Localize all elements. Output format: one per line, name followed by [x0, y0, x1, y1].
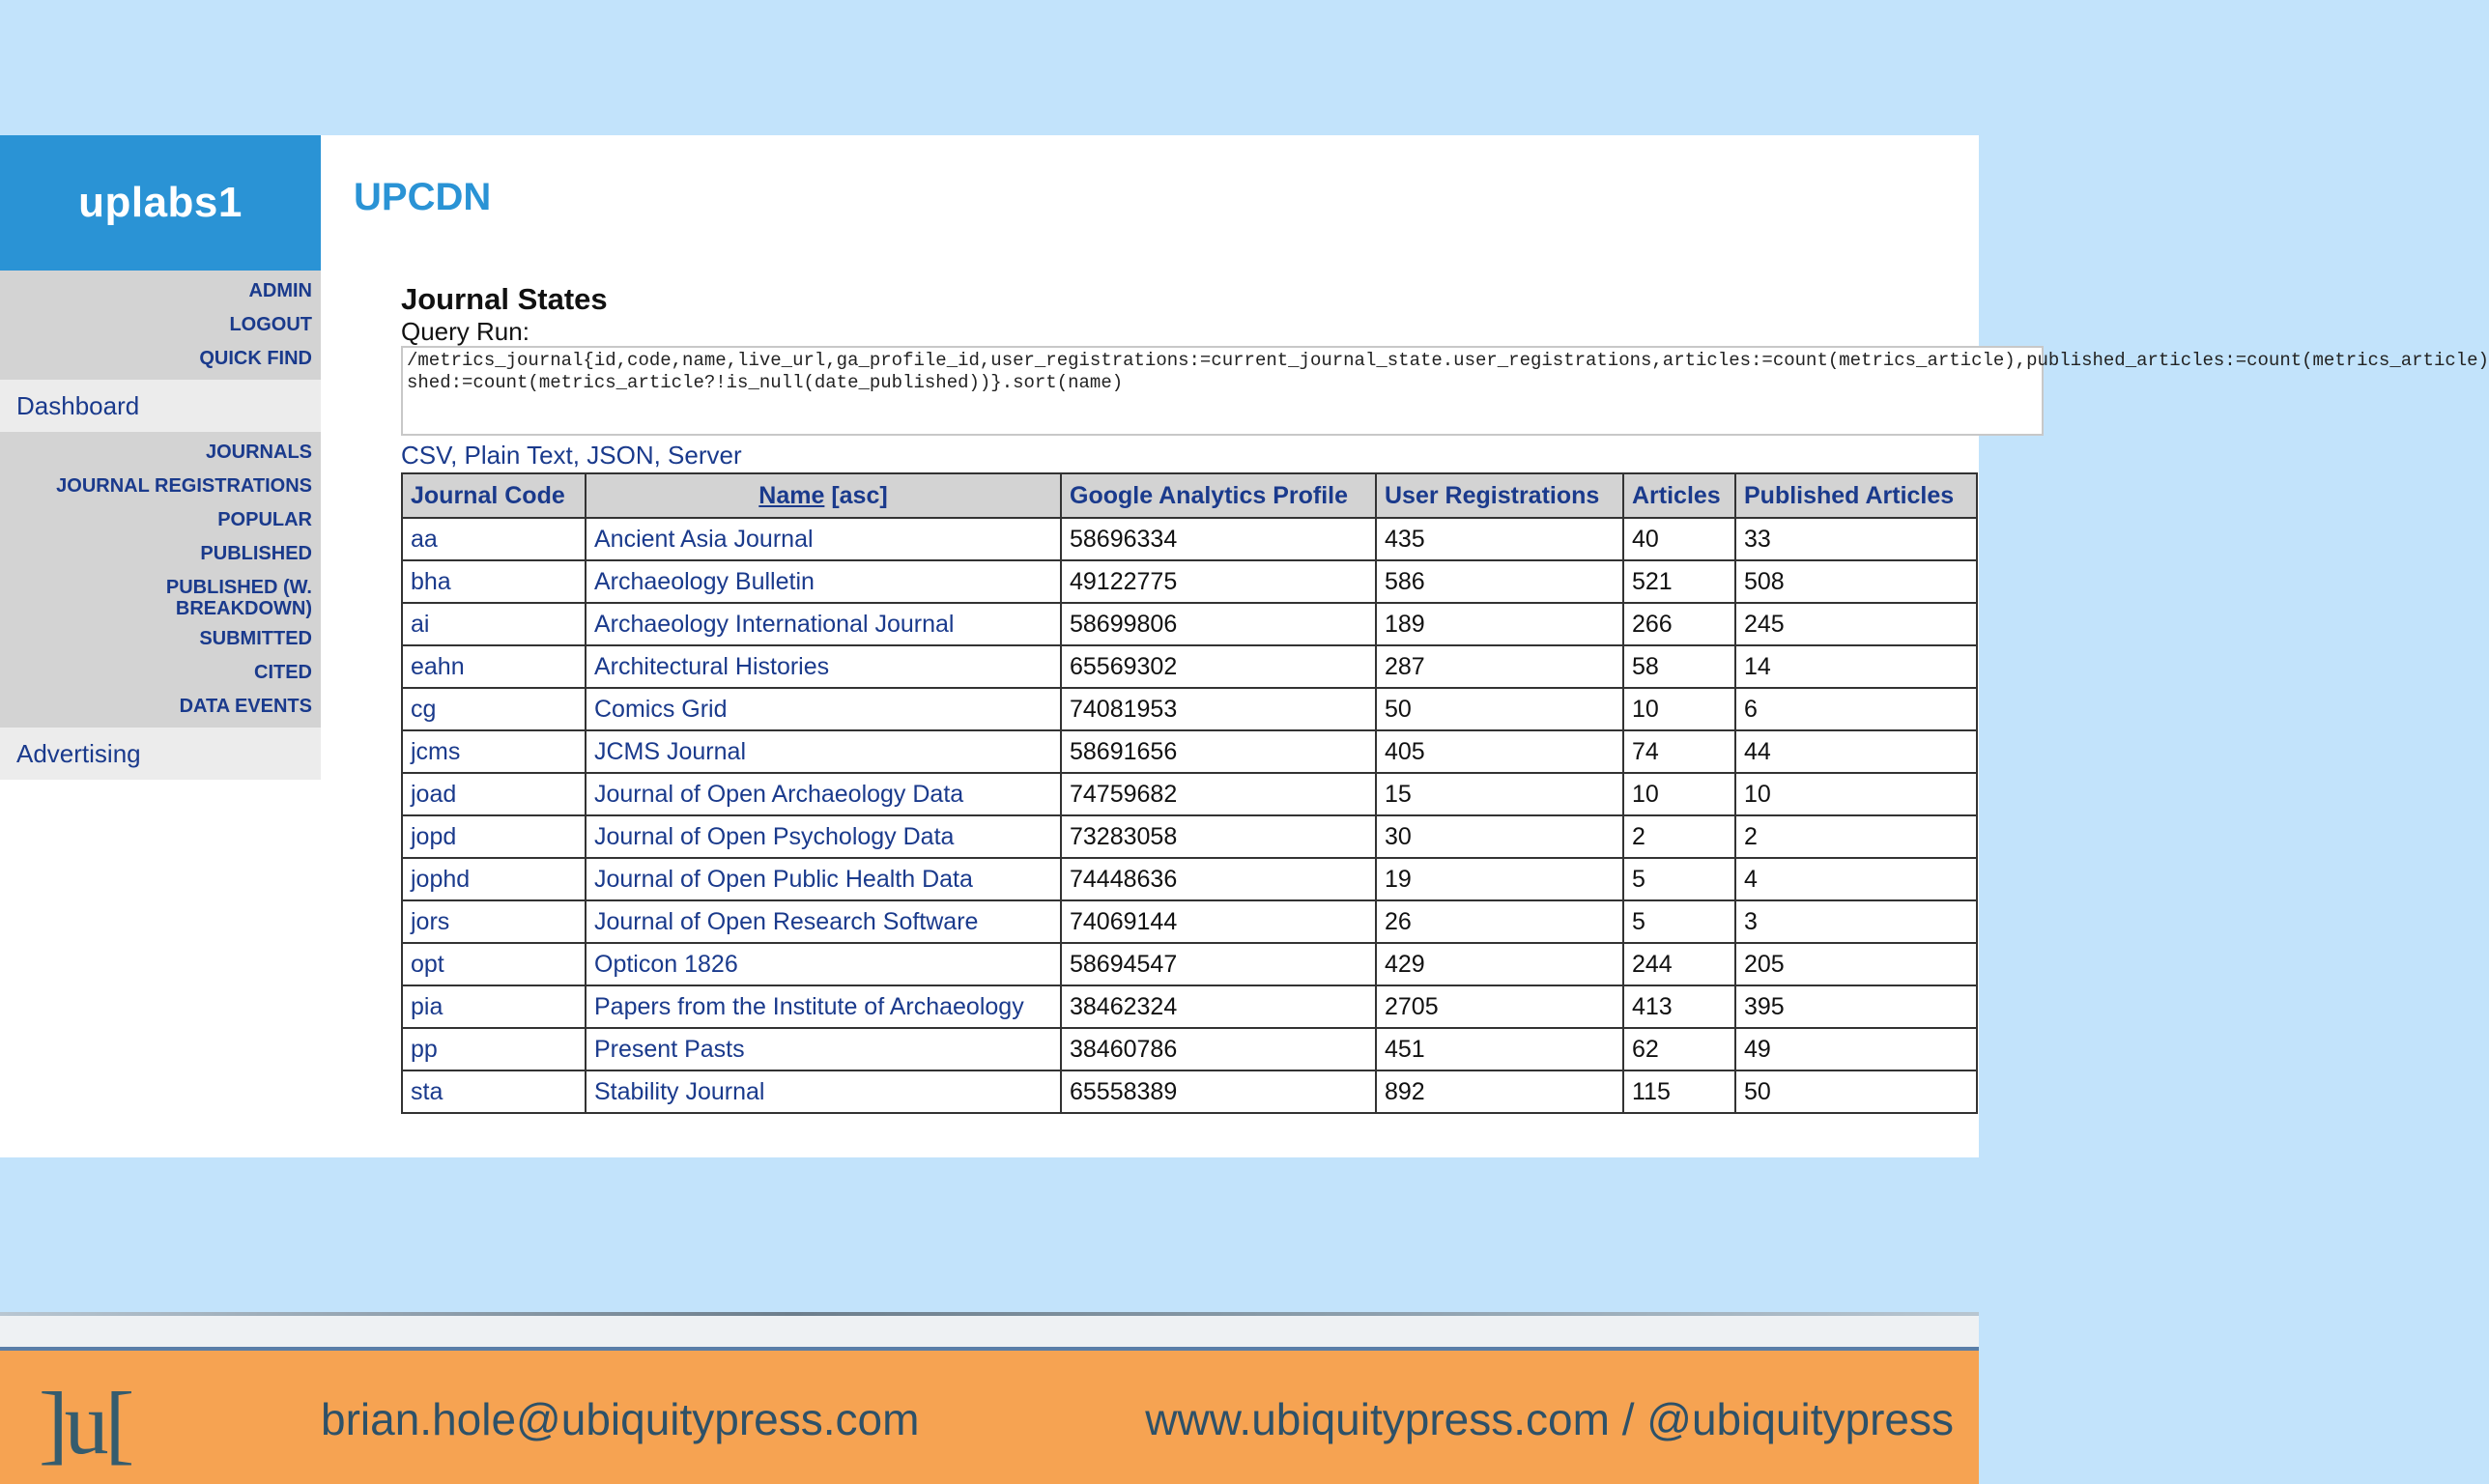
ubiquity-press-logo: ]u[	[39, 1374, 131, 1472]
cell-articles: 266	[1623, 603, 1735, 645]
cell-published-articles: 6	[1735, 688, 1977, 730]
cell-journal-name[interactable]: Journal of Open Public Health Data	[586, 858, 1061, 900]
sidebar-item-data-events[interactable]: DATA EVENTS	[179, 696, 312, 717]
cell-user-registrations: 451	[1376, 1028, 1623, 1070]
cell-user-registrations: 429	[1376, 943, 1623, 985]
slide-footer	[0, 1351, 1979, 1484]
cell-user-registrations: 15	[1376, 773, 1623, 815]
cell-journal-code: cg	[402, 688, 586, 730]
cell-ga-profile: 58691656	[1061, 730, 1376, 773]
footer-email: brian.hole@ubiquitypress.com	[321, 1394, 920, 1444]
cell-journal-name[interactable]: Ancient Asia Journal	[586, 518, 1061, 560]
cell-ga-profile: 38460786	[1061, 1028, 1376, 1070]
cell-journal-code: ai	[402, 603, 586, 645]
column-header-published-articles[interactable]: Published Articles	[1735, 473, 1977, 518]
table-row	[402, 1070, 1977, 1113]
cell-published-articles: 33	[1735, 518, 1977, 560]
cell-ga-profile: 74081953	[1061, 688, 1376, 730]
cell-journal-name[interactable]: Architectural Histories	[586, 645, 1061, 688]
cell-ga-profile: 65569302	[1061, 645, 1376, 688]
cell-user-registrations: 50	[1376, 688, 1623, 730]
table-row	[402, 1028, 1977, 1070]
cell-articles: 244	[1623, 943, 1735, 985]
cell-user-registrations: 586	[1376, 560, 1623, 603]
page-title: UPCDN	[354, 176, 492, 218]
cell-articles: 10	[1623, 773, 1735, 815]
cell-articles: 40	[1623, 518, 1735, 560]
sidebar-item-admin[interactable]: ADMIN	[248, 280, 312, 301]
sidebar-item-quick-find[interactable]: QUICK FIND	[199, 348, 312, 369]
table-row	[402, 688, 1977, 730]
cell-journal-name[interactable]: JCMS Journal	[586, 730, 1061, 773]
cell-published-articles: 2	[1735, 815, 1977, 858]
cell-articles: 74	[1623, 730, 1735, 773]
cell-journal-code: joad	[402, 773, 586, 815]
cell-published-articles: 4	[1735, 858, 1977, 900]
column-header-name[interactable]	[586, 473, 1061, 518]
cell-articles: 5	[1623, 858, 1735, 900]
cell-journal-code: pp	[402, 1028, 586, 1070]
sidebar-item-journal-registrations[interactable]: JOURNAL REGISTRATIONS	[56, 475, 312, 497]
table-row	[402, 943, 1977, 985]
sidebar-item-submitted[interactable]: SUBMITTED	[199, 628, 312, 649]
table-row	[402, 985, 1977, 1028]
cell-journal-code: bha	[402, 560, 586, 603]
cell-published-articles: 3	[1735, 900, 1977, 943]
cell-journal-code: jcms	[402, 730, 586, 773]
sidebar-top-links	[0, 271, 321, 380]
brand-header[interactable]	[0, 135, 321, 271]
sidebar-dashboard-links	[0, 432, 321, 728]
cell-ga-profile: 74759682	[1061, 773, 1376, 815]
table-row	[402, 645, 1977, 688]
table-header-row	[402, 473, 1977, 518]
journal-states-table	[401, 472, 1978, 1114]
cell-user-registrations: 405	[1376, 730, 1623, 773]
cell-journal-name[interactable]: Papers from the Institute of Archaeology	[586, 985, 1061, 1028]
sidebar	[0, 271, 321, 780]
cell-ga-profile: 58696334	[1061, 518, 1376, 560]
cell-ga-profile: 74448636	[1061, 858, 1376, 900]
slide-top-band	[0, 0, 1979, 135]
cell-journal-name[interactable]: Journal of Open Research Software	[586, 900, 1061, 943]
cell-ga-profile: 38462324	[1061, 985, 1376, 1028]
export-json-link[interactable]: JSON	[586, 441, 654, 470]
column-header-user-registrations[interactable]: User Registrations	[1376, 473, 1623, 518]
cell-published-articles: 508	[1735, 560, 1977, 603]
cell-journal-code: pia	[402, 985, 586, 1028]
cell-user-registrations: 435	[1376, 518, 1623, 560]
cell-published-articles: 44	[1735, 730, 1977, 773]
cell-published-articles: 14	[1735, 645, 1977, 688]
cell-user-registrations: 189	[1376, 603, 1623, 645]
table-row	[402, 900, 1977, 943]
table-row	[402, 518, 1977, 560]
query-label: Query Run:	[401, 317, 529, 346]
cell-user-registrations: 30	[1376, 815, 1623, 858]
browser-screenshot	[0, 135, 2489, 1157]
table-row	[402, 560, 1977, 603]
footer-website: www.ubiquitypress.com / @ubiquitypress	[1145, 1394, 1954, 1444]
sidebar-item-dashboard[interactable]: Dashboard	[0, 380, 321, 432]
column-header-ga-profile[interactable]: Google Analytics Profile	[1061, 473, 1376, 518]
cell-published-articles: 205	[1735, 943, 1977, 985]
sidebar-item-advertising[interactable]: Advertising	[0, 728, 321, 780]
cell-user-registrations: 287	[1376, 645, 1623, 688]
cell-ga-profile: 49122775	[1061, 560, 1376, 603]
cell-published-articles: 245	[1735, 603, 1977, 645]
cell-articles: 62	[1623, 1028, 1735, 1070]
export-csv-link[interactable]: CSV	[401, 441, 451, 470]
cell-ga-profile: 58694547	[1061, 943, 1376, 985]
cell-ga-profile: 73283058	[1061, 815, 1376, 858]
sidebar-item-logout[interactable]: LOGOUT	[229, 314, 312, 335]
sidebar-item-cited[interactable]: CITED	[254, 662, 312, 683]
cell-journal-name[interactable]: Comics Grid	[586, 688, 1061, 730]
cell-journal-code: jors	[402, 900, 586, 943]
sidebar-item-published[interactable]: PUBLISHED	[200, 543, 312, 564]
sidebar-item-published-breakdown[interactable]: PUBLISHED (W. BREAKDOWN)	[165, 577, 312, 619]
cell-journal-code: jophd	[402, 858, 586, 900]
sidebar-item-popular[interactable]: POPULAR	[217, 509, 312, 530]
column-header-articles[interactable]: Articles	[1623, 473, 1735, 518]
cell-articles: 521	[1623, 560, 1735, 603]
cell-journal-code: opt	[402, 943, 586, 985]
table-row	[402, 730, 1977, 773]
cell-ga-profile: 65558389	[1061, 1070, 1376, 1113]
table-row	[402, 858, 1977, 900]
cell-journal-name[interactable]: Archaeology International Journal	[586, 603, 1061, 645]
cell-journal-name[interactable]: Journal of Open Psychology Data	[586, 815, 1061, 858]
sidebar-item-journals[interactable]: JOURNALS	[205, 442, 312, 463]
export-plain-text-link[interactable]: Plain Text	[464, 441, 573, 470]
cell-articles: 115	[1623, 1070, 1735, 1113]
column-header-journal-code[interactable]: Journal Code	[402, 473, 586, 518]
query-text-box[interactable]: /metrics_journal{id,code,name,live_url,ga_profile_id,user_registrations:=current_journal_state.user_registrations,articles:=count(metrics_article),published_articles:=count(metrics_article) shed:=count(metrics_article?!is_null(date_published))}.sort(name)	[401, 346, 2044, 436]
cell-journal-code: jopd	[402, 815, 586, 858]
cell-articles: 2	[1623, 815, 1735, 858]
cell-ga-profile: 74069144	[1061, 900, 1376, 943]
cell-journal-code: aa	[402, 518, 586, 560]
cell-journal-name[interactable]: Archaeology Bulletin	[586, 560, 1061, 603]
table-row	[402, 603, 1977, 645]
cell-user-registrations: 26	[1376, 900, 1623, 943]
cell-articles: 10	[1623, 688, 1735, 730]
cell-journal-name[interactable]: Present Pasts	[586, 1028, 1061, 1070]
cell-journal-code: eahn	[402, 645, 586, 688]
cell-user-registrations: 19	[1376, 858, 1623, 900]
cell-articles: 5	[1623, 900, 1735, 943]
section-title: Journal States	[401, 282, 608, 316]
table-row	[402, 815, 1977, 858]
cell-published-articles: 50	[1735, 1070, 1977, 1113]
sort-direction: [asc]	[831, 481, 888, 509]
cell-published-articles: 10	[1735, 773, 1977, 815]
cell-user-registrations: 2705	[1376, 985, 1623, 1028]
cell-journal-name[interactable]: Opticon 1826	[586, 943, 1061, 985]
cell-articles: 58	[1623, 645, 1735, 688]
export-server-link[interactable]: Server	[668, 441, 742, 470]
cell-ga-profile: 58699806	[1061, 603, 1376, 645]
cell-articles: 413	[1623, 985, 1735, 1028]
table-row	[402, 773, 1977, 815]
export-format-links: CSV, Plain Text, JSON, Server	[401, 441, 742, 470]
divider-band	[0, 1316, 1979, 1347]
table-body	[402, 518, 1977, 1113]
cell-journal-name[interactable]: Journal of Open Archaeology Data	[586, 773, 1061, 815]
cell-published-articles: 395	[1735, 985, 1977, 1028]
cell-journal-name[interactable]: Stability Journal	[586, 1070, 1061, 1113]
cell-published-articles: 49	[1735, 1028, 1977, 1070]
brand-name: uplabs1	[78, 179, 243, 226]
cell-user-registrations: 892	[1376, 1070, 1623, 1113]
cell-journal-code: sta	[402, 1070, 586, 1113]
name-sort-link[interactable]: Name	[758, 481, 825, 509]
